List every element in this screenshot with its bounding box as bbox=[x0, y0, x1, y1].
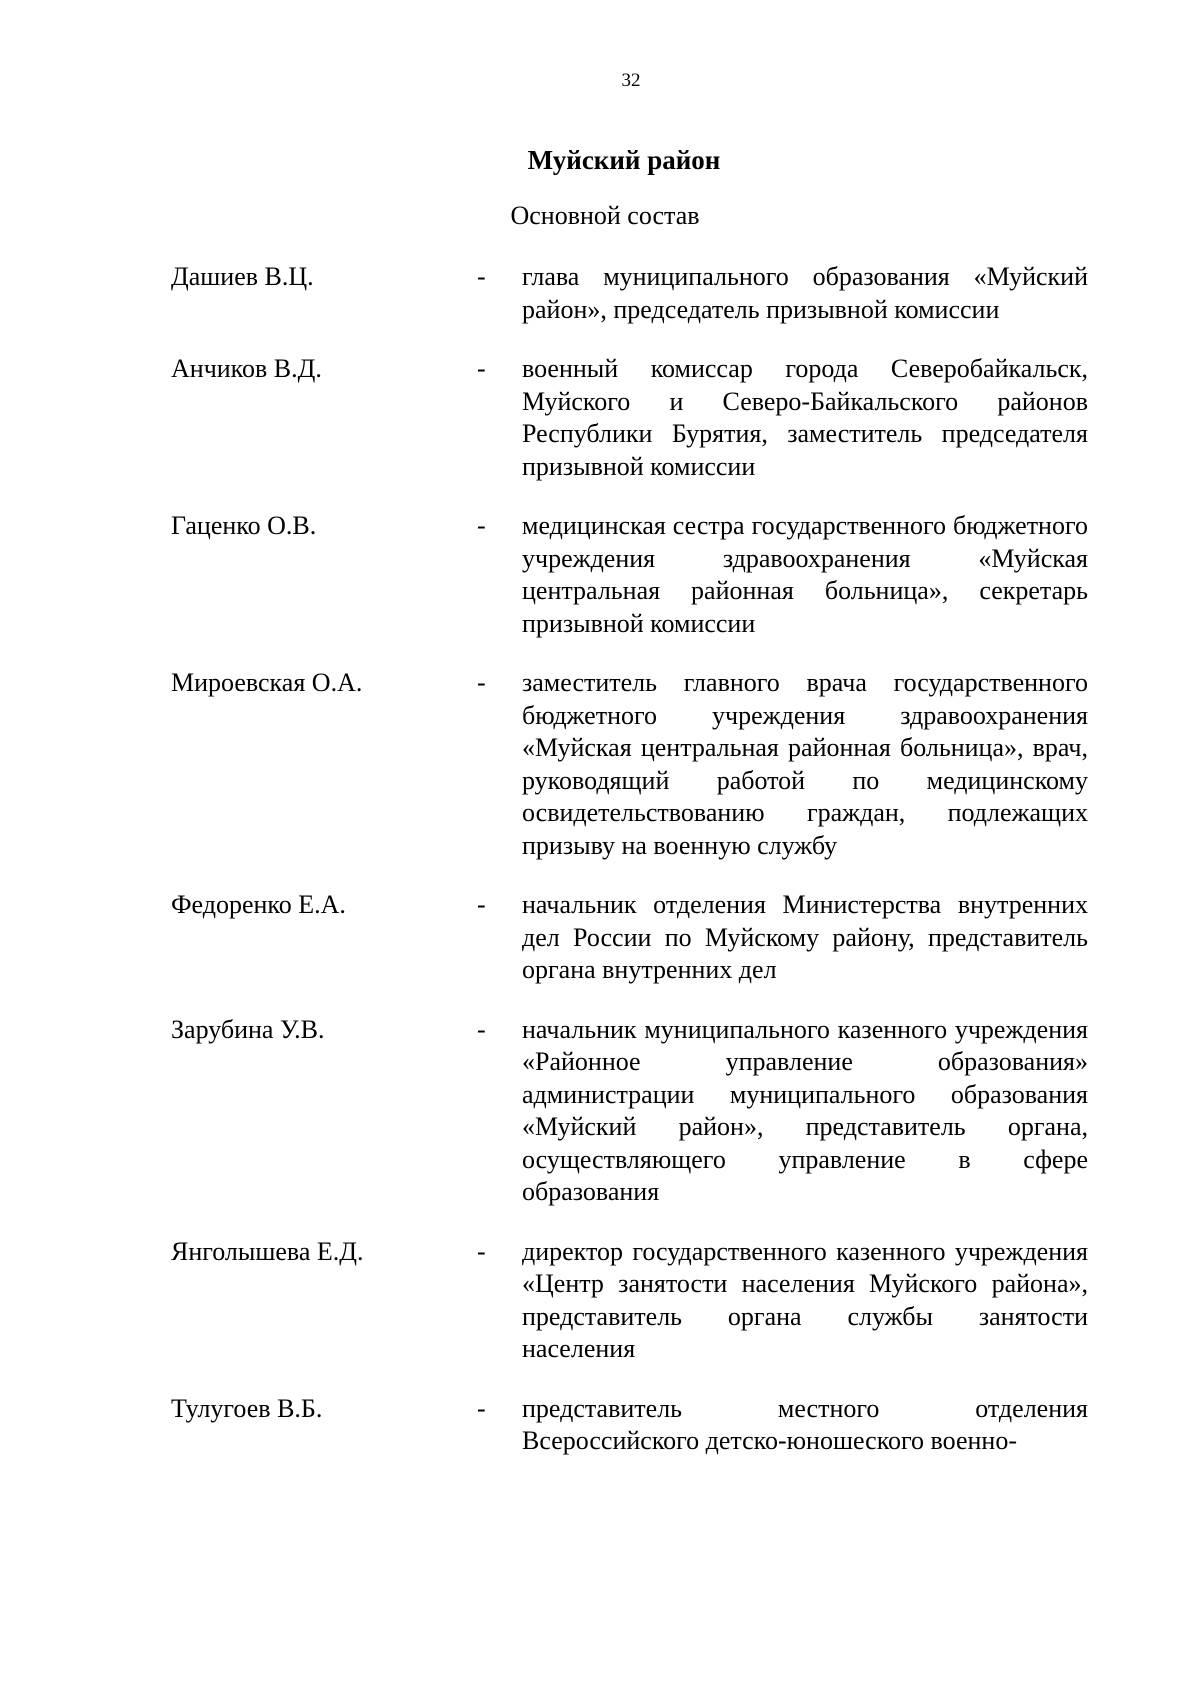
member-role: директор государственного казенного учреждения «Центр занятости населения Муйского района», представитель органа службы занятости населения bbox=[522, 1236, 1088, 1363]
member-name: Мироевская О.А. bbox=[171, 668, 363, 697]
member-dash: - bbox=[477, 1393, 486, 1423]
member-name: Федоренко Е.А. bbox=[171, 890, 346, 919]
member-entry bbox=[171, 667, 1088, 862]
member-entry bbox=[171, 1393, 1088, 1458]
member-role: медицинская сестра государственного бюджетного учреждения здравоохранения «Муйская центральная районная больница», секретарь призывной комиссии bbox=[522, 511, 1088, 638]
member-dash: - bbox=[477, 262, 486, 291]
members-list bbox=[171, 261, 1088, 1485]
member-name: Анчиков В.Д. bbox=[171, 354, 322, 383]
member-dash: - bbox=[477, 890, 486, 919]
member-entry bbox=[171, 510, 1088, 640]
member-name: Гаценко О.В. bbox=[171, 511, 317, 540]
member-dash: - bbox=[477, 668, 486, 697]
member-role: заместитель главного врача государственного бюджетного учреждения здравоохранения «Муйская центральная районная больница», врач, руководящий работой по медицинскому освидетельствованию граждан, подлежащих призыву на военную службу bbox=[522, 668, 1088, 860]
member-role: начальник муниципального казенного учреждения «Районное управление образования» администрации муниципального образования «Муйский район», представитель органа, осуществляющего управление в сфере образования bbox=[522, 1014, 1088, 1206]
member-dash: - bbox=[477, 1014, 486, 1044]
section-subtitle: Основной состав bbox=[510, 201, 700, 230]
page-number: 32 bbox=[621, 70, 641, 91]
section-title: Муйский район bbox=[527, 145, 721, 175]
member-role: представитель местного отделения Всероссийского детско-юношеского военно- bbox=[522, 1393, 1088, 1455]
member-entry bbox=[171, 261, 1088, 326]
member-entry bbox=[171, 353, 1088, 483]
member-name: Тулугоев В.Б. bbox=[171, 1393, 323, 1423]
member-dash: - bbox=[477, 354, 486, 383]
member-name: Зарубина У.В. bbox=[171, 1014, 325, 1044]
member-role: начальник отделения Министерства внутренних дел России по Муйскому району, представитель органа внутренних дел bbox=[522, 890, 1088, 984]
member-entry bbox=[171, 1236, 1088, 1366]
member-dash: - bbox=[477, 511, 486, 540]
member-role: глава муниципального образования «Муйский район», председатель призывной комиссии bbox=[522, 262, 1088, 324]
member-name: Дашиев В.Ц. bbox=[171, 262, 314, 291]
member-entry bbox=[171, 889, 1088, 987]
member-role: военный комиссар города Северобайкальск, Муйского и Северо-Байкальского районов Республики Бурятия, заместитель председателя призывной комиссии bbox=[522, 354, 1088, 481]
member-dash: - bbox=[477, 1236, 486, 1266]
member-name: Янголышева Е.Д. bbox=[171, 1236, 364, 1266]
member-entry bbox=[171, 1014, 1088, 1209]
